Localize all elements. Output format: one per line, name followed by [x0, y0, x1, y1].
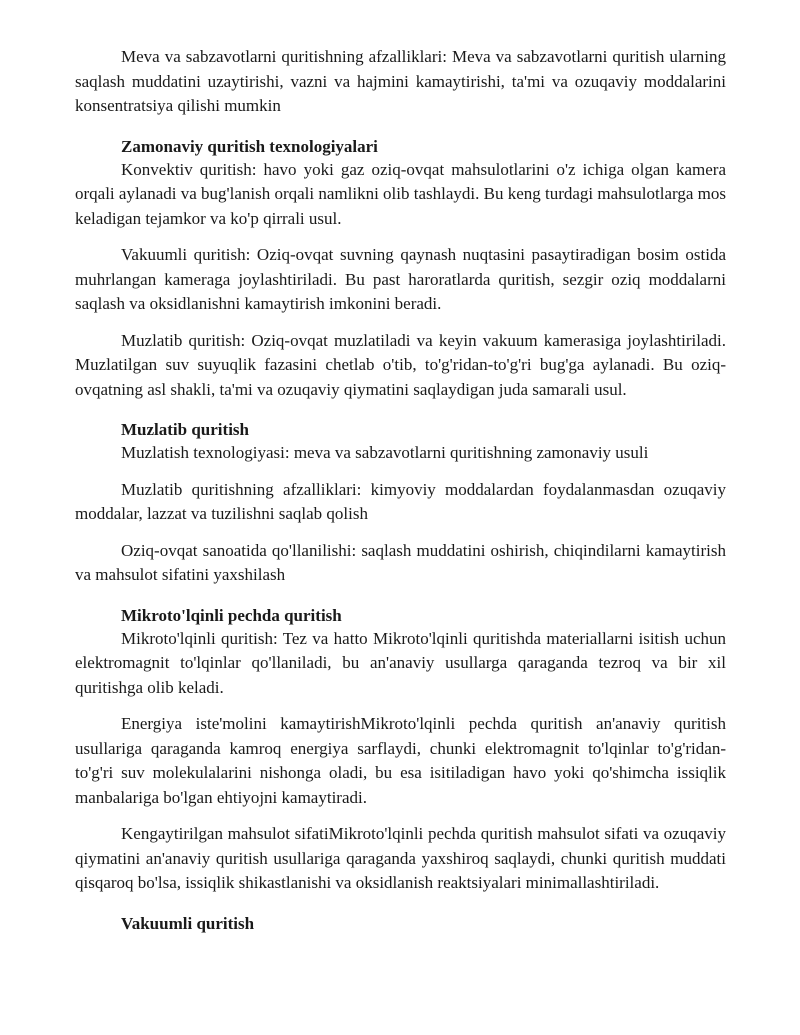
paragraph: Muzlatib quritish: Oziq-ovqat muzlatiladi va keyin vakuum kamerasiga joylashtiriladi. Muzlatilgan suv suyuqlik fazasini chetlab o'tib, to'g'ridan-to'g'ri bug'ga aylanadi. Bu oziq-ovqatning asl shakli, ta'mi va ozuqaviy qiymatini saqlaydigan juda samarali usul. [75, 330, 726, 399]
paragraph: Energiya iste'molini kamaytirishMikroto'lqinli pechda quritish an'anaviy quritish usullariga qaraganda kamroq energiya sarflaydi, chunki elektromagnit to'lqinlar to'g'ridan-to'g'ri suv molekulalarini nishonga oladi, bu esa isitiladigan havo yoki qo'shimcha issiqlik manbalariga bo'lgan ehtiyojni kamaytiradi. [75, 714, 726, 807]
section-heading: Mikroto'lqinli pechda quritish [121, 605, 342, 625]
document-body [75, 45, 726, 935]
paragraph: Vakuumli quritish: Oziq-ovqat suvning qaynash nuqtasini pasaytiradigan bosim ostida muhrlangan kameraga joylashtiriladi. Bu past haroratlarda quritish, sezgir oziq moddalarni saqlash va oksidlanishni kamaytirish imkonini beradi. [75, 245, 726, 313]
paragraph: Oziq-ovqat sanoatida qo'llanilishi: saqlash muddatini oshirish, chiqindilarni kamaytirish va mahsulot sifatini yaxshilash [75, 540, 726, 584]
section-heading: Vakuumli quritish [121, 913, 255, 933]
paragraph: Mikroto'lqinli quritish: Tez va hatto Mikroto'lqinli quritishda materiallarni isitish uchun elektromagnit to'lqinlar qo'llaniladi, bu an'anaviy usullarga qaraganda tezroq va bir xil quritishga olib keladi. [75, 628, 726, 697]
section-heading: Muzlatib quritish [121, 420, 249, 439]
section-heading: Zamonaviy quritish texnologiyalari [121, 136, 378, 156]
paragraph: Konvektiv quritish: havo yoki gaz oziq-ovqat mahsulotlarini o'z ichiga olgan kamera orqali aylanadi va bug'lanish orqali namlikni olib tashlaydi. Bu keng turdagi mahsulotlarga mos keladigan tejamkor va ko'p qirrali usul. [75, 159, 726, 228]
paragraph: Muzlatib quritishning afzalliklari: kimyoviy moddalardan foydalanmasdan ozuqaviy moddalar, lazzat va tuzilishni saqlab qolish [75, 479, 726, 523]
paragraph: Muzlatish texnologiyasi: meva va sabzavotlarni quritishning zamonaviy usuli [121, 443, 649, 462]
paragraph: Kengaytirilgan mahsulot sifatiMikroto'lqinli pechda quritish mahsulot sifati va ozuqaviy qiymatini an'anaviy quritish usullariga qaraganda yaxshiroq saqlaydi, chunki quritish muddati qisqaroq bo'lsa, issiqlik shikastlanishi va oksidlanish reaktsiyalari minimallashtiriladi. [75, 824, 726, 892]
paragraph: Meva va sabzavotlarni quritishning afzalliklari: Meva va sabzavotlarni quritish ularning saqlash muddatini uzaytirishi, vazni va hajmini kamaytirishi, ta'mi va ozuqaviy moddalarini konsentratsiya qilishi mumkin [75, 47, 726, 115]
